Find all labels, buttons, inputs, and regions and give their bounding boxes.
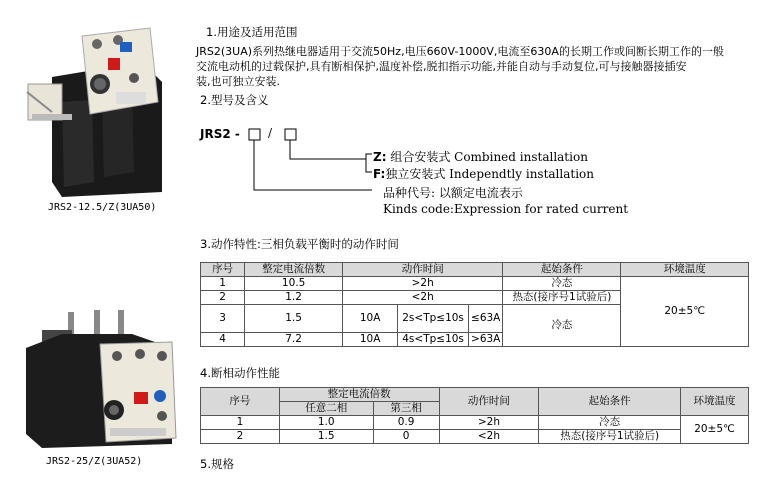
image-caption-2: JRS2-25/Z(3UA52): [46, 456, 143, 467]
header-temp: 环境温度: [681, 388, 749, 416]
row4-sub: >63A: [469, 333, 503, 347]
row2-cond: 热态(接序号1试验后): [503, 291, 621, 305]
header-any2: 任意二相: [279, 402, 373, 416]
section3-title: 3.动作特性:三相负载平衡时的动作时间: [200, 237, 399, 251]
row2-mult: 1.2: [245, 291, 343, 305]
row4-no: 4: [201, 333, 245, 347]
row2-time: <2h: [343, 291, 503, 305]
p-row2-third: 0: [373, 430, 439, 444]
z-text: 组合安装式 Combined installation: [390, 150, 588, 164]
header-cond: 起始条件: [503, 263, 621, 277]
temp-cell: 20±5℃: [621, 277, 749, 347]
row3-tp: 2s<Tp≤10s: [398, 305, 469, 333]
header-mult: 整定电流倍数: [245, 263, 343, 277]
row1-time: >2h: [343, 277, 503, 291]
p-row1-cond: 冷态: [539, 416, 681, 430]
z-label: Z:: [373, 150, 387, 164]
header-cond: 起始条件: [539, 388, 681, 416]
f-option: [373, 165, 594, 182]
p-temp-cell: 20±5℃: [681, 416, 749, 444]
row3-sub: ≤63A: [469, 305, 503, 333]
table-header-row: [201, 263, 749, 277]
section5-title: 5.规格: [200, 457, 234, 471]
section1-title: 1.用途及适用范围: [206, 25, 298, 39]
table-header-row: [201, 388, 749, 402]
table-row: [201, 277, 749, 291]
p-row2-no: 2: [201, 430, 280, 444]
relay-image-2: [22, 308, 182, 450]
p-row1-any2: 1.0: [279, 416, 373, 430]
header-time: 动作时间: [439, 388, 539, 416]
p-row2-time: <2h: [439, 430, 539, 444]
section4-title: 4.断相动作性能: [200, 366, 280, 380]
row1-no: 1: [201, 277, 245, 291]
section1-line2: 交流电动机的过载保护,具有断相保护,温度补偿,脱扣指示功能,并能自动与手动复位,可与接触器接插安: [196, 60, 687, 73]
table-row: [201, 430, 749, 444]
action-time-table: [200, 262, 749, 347]
section1-text: [196, 44, 752, 89]
row3-current: 10A: [343, 305, 398, 333]
relay-image-1: [22, 22, 167, 197]
row34-cond: 冷态: [503, 305, 621, 347]
row3-no: 3: [201, 305, 245, 333]
header-third: 第三相: [373, 402, 439, 416]
row1-mult: 10.5: [245, 277, 343, 291]
p-row1-time: >2h: [439, 416, 539, 430]
f-label: F:: [373, 167, 386, 181]
section2-title: 2.型号及含义: [200, 93, 269, 107]
p-row2-cond: 热态(接序号1试验后): [539, 430, 681, 444]
header-no: 序号: [201, 388, 280, 416]
header-temp: 环境温度: [621, 263, 749, 277]
kind-en: Kinds code:Expression for rated current: [383, 202, 629, 216]
model-slash: /: [268, 126, 273, 140]
kind-cn: 品种代号: 以额定电流表示: [383, 186, 523, 200]
row4-tp: 4s<Tp≤10s: [398, 333, 469, 347]
z-option: [373, 148, 588, 165]
section1-line3: 装,也可独立安装.: [196, 75, 280, 88]
row2-no: 2: [201, 291, 245, 305]
header-time: 动作时间: [343, 263, 503, 277]
f-text: 独立安装式 Independtly installation: [385, 167, 595, 181]
row1-cond: 冷态: [503, 277, 621, 291]
p-row2-any2: 1.5: [279, 430, 373, 444]
header-mult: 整定电流倍数: [279, 388, 439, 402]
table-row: [201, 416, 749, 430]
phase-loss-table: [200, 387, 749, 444]
p-row1-third: 0.9: [373, 416, 439, 430]
image-caption-1: JRS2-12.5/Z(3UA50): [48, 202, 157, 213]
p-row1-no: 1: [201, 416, 280, 430]
row4-mult: 7.2: [245, 333, 343, 347]
row4-current: 10A: [343, 333, 398, 347]
row3-mult: 1.5: [245, 305, 343, 333]
model-prefix: JRS2 -: [200, 127, 240, 141]
section1-line1: JRS2(3UA)系列热继电器适用于交流50Hz,电压660V-1000V,电流至630A的长期工作或间断长期工作的一般: [196, 45, 724, 58]
header-no: 序号: [201, 263, 245, 277]
